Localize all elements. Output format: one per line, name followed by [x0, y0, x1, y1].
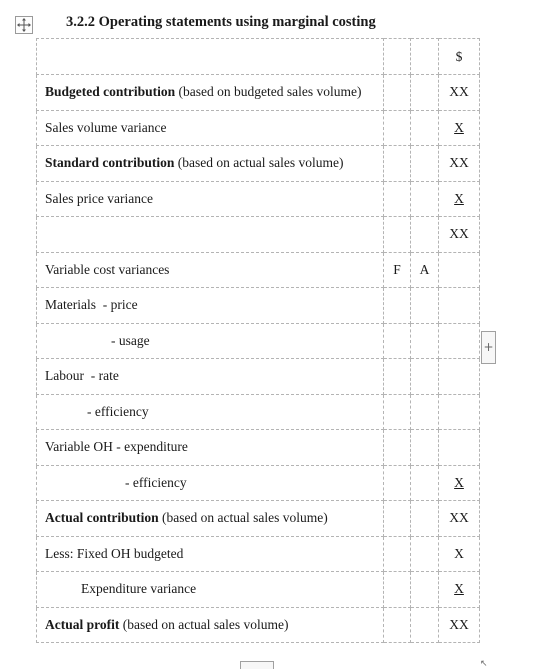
table-row	[37, 501, 480, 537]
amount-cell[interactable]	[439, 288, 480, 324]
adverse-cell[interactable]	[411, 146, 439, 182]
section-heading: 3.2.2 Operating statements using marginal costing	[66, 14, 376, 30]
label-emphasis: Actual contribution	[45, 510, 159, 526]
line-label[interactable]	[37, 607, 384, 643]
amount-cell[interactable]: XX	[439, 75, 480, 111]
label-note: (based on actual sales volume)	[174, 155, 344, 171]
adverse-cell[interactable]	[411, 465, 439, 501]
amount-cell[interactable]	[439, 430, 480, 466]
adverse-cell[interactable]	[411, 75, 439, 111]
favourable-cell[interactable]	[384, 394, 411, 430]
line-label[interactable]: Less: Fixed OH budgeted	[37, 536, 384, 572]
line-label[interactable]	[37, 146, 384, 182]
amount-cell[interactable]	[439, 394, 480, 430]
line-label[interactable]: - usage	[37, 323, 384, 359]
table-row	[37, 359, 480, 395]
adverse-cell[interactable]	[411, 394, 439, 430]
adverse-cell[interactable]	[411, 323, 439, 359]
amount-cell[interactable]: XX	[439, 607, 480, 643]
label-note: (based on actual sales volume)	[158, 510, 328, 526]
adverse-cell[interactable]	[411, 536, 439, 572]
adverse-cell[interactable]	[411, 359, 439, 395]
line-label[interactable]: Expenditure variance	[37, 572, 384, 608]
line-label[interactable]	[37, 501, 384, 537]
table-row	[37, 75, 480, 111]
line-label[interactable]: - efficiency	[37, 465, 384, 501]
adverse-cell[interactable]	[411, 39, 439, 75]
label-note: (based on budgeted sales volume)	[175, 84, 362, 100]
favourable-cell[interactable]	[384, 110, 411, 146]
table-row	[37, 181, 480, 217]
line-label[interactable]: Labour - rate	[37, 359, 384, 395]
table-row	[37, 323, 480, 359]
line-label[interactable]: Materials - price	[37, 288, 384, 324]
table-row	[37, 217, 480, 253]
amount-cell[interactable]: XX	[439, 217, 480, 253]
table-move-handle-icon[interactable]	[15, 16, 33, 34]
table-row	[37, 465, 480, 501]
table-row	[37, 146, 480, 182]
favourable-cell[interactable]	[384, 288, 411, 324]
line-label[interactable]: - efficiency	[37, 394, 384, 430]
line-label[interactable]	[37, 39, 384, 75]
favourable-cell[interactable]	[384, 572, 411, 608]
amount-cell[interactable]	[439, 323, 480, 359]
favourable-cell[interactable]	[384, 75, 411, 111]
line-label[interactable]: Variable cost variances	[37, 252, 384, 288]
line-label[interactable]: Sales price variance	[37, 181, 384, 217]
amount-cell[interactable]: X	[439, 536, 480, 572]
amount-cell[interactable]: X	[439, 110, 480, 146]
amount-cell[interactable]: X	[439, 181, 480, 217]
adverse-header[interactable]: A	[411, 252, 439, 288]
favourable-cell[interactable]	[384, 217, 411, 253]
line-label[interactable]	[37, 75, 384, 111]
label-emphasis: Actual profit	[45, 616, 120, 632]
favourable-cell[interactable]	[384, 536, 411, 572]
table-row	[37, 39, 480, 75]
label-emphasis: Standard contribution	[45, 155, 175, 171]
line-label[interactable]: Variable OH - expenditure	[37, 430, 384, 466]
adverse-cell[interactable]	[411, 110, 439, 146]
operating-statement-table	[36, 38, 480, 643]
table-row	[37, 252, 480, 288]
adverse-cell[interactable]	[411, 607, 439, 643]
favourable-cell[interactable]	[384, 501, 411, 537]
favourable-cell[interactable]	[384, 607, 411, 643]
table-row	[37, 430, 480, 466]
favourable-header[interactable]: F	[384, 252, 411, 288]
adverse-cell[interactable]	[411, 288, 439, 324]
label-note: (based on actual sales volume)	[119, 616, 289, 632]
line-label[interactable]: Sales volume variance	[37, 110, 384, 146]
adverse-cell[interactable]	[411, 572, 439, 608]
adverse-cell[interactable]	[411, 217, 439, 253]
table-row	[37, 572, 480, 608]
table-row	[37, 536, 480, 572]
table-row	[37, 394, 480, 430]
favourable-cell[interactable]	[384, 465, 411, 501]
amount-cell[interactable]: X	[439, 572, 480, 608]
amount-cell[interactable]: XX	[439, 501, 480, 537]
favourable-cell[interactable]	[384, 146, 411, 182]
adverse-cell[interactable]	[411, 181, 439, 217]
favourable-cell[interactable]	[384, 430, 411, 466]
amount-cell[interactable]: X	[439, 465, 480, 501]
favourable-cell[interactable]	[384, 39, 411, 75]
amount-cell[interactable]	[439, 359, 480, 395]
adverse-cell[interactable]	[411, 501, 439, 537]
favourable-cell[interactable]	[384, 181, 411, 217]
table-row	[37, 288, 480, 324]
amount-cell[interactable]	[439, 252, 480, 288]
table-row	[37, 607, 480, 643]
favourable-cell[interactable]	[384, 323, 411, 359]
amount-header[interactable]: $	[439, 39, 480, 75]
label-emphasis: Budgeted contribution	[45, 84, 176, 100]
favourable-cell[interactable]	[384, 359, 411, 395]
table-resize-icon[interactable]: ↖	[480, 659, 488, 669]
adverse-cell[interactable]	[411, 430, 439, 466]
table-row	[37, 110, 480, 146]
insert-row-button[interactable]: +	[481, 331, 496, 364]
amount-cell[interactable]: XX	[439, 146, 480, 182]
line-label[interactable]	[37, 217, 384, 253]
